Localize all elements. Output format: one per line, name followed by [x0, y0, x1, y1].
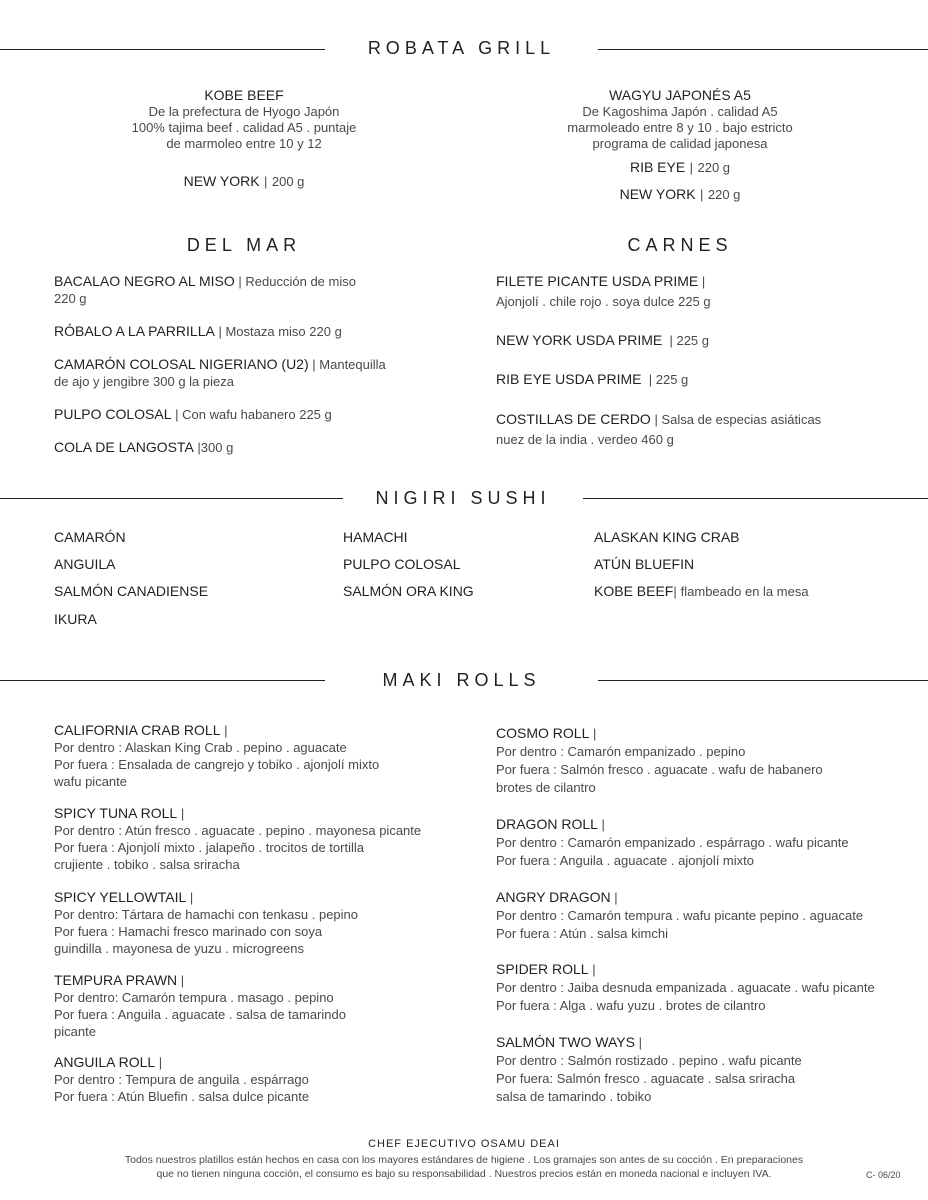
separator: | [592, 962, 596, 977]
maki-roll [496, 724, 896, 797]
dish-desc: 225 g [655, 372, 689, 387]
separator: | [224, 723, 228, 738]
roll-line: Por dentro: Camarón tempura . masago . pepino [54, 990, 334, 1005]
roll-name: CALIFORNIA CRAB ROLL [54, 722, 221, 738]
roll-line: Por fuera: Salmón fresco . aguacate . salsa sriracha [496, 1071, 796, 1086]
section-rule-left [0, 498, 343, 499]
roll-name: ANGRY DRAGON [496, 889, 611, 905]
roll-name: SPIDER ROLL [496, 961, 589, 977]
separator: | [673, 584, 677, 599]
wagyu-block [490, 87, 870, 152]
section-rule-left [0, 680, 325, 681]
nigiri-item: CAMARÓN [54, 529, 126, 545]
roll-line: Por fuera : Ensalada de cangrejo y tobiko . ajonjolí mixto [54, 757, 380, 772]
maki-roll [496, 1033, 896, 1106]
separator: | [648, 372, 653, 387]
nigiri-item: HAMACHI [343, 529, 408, 545]
separator: | [592, 726, 597, 741]
dish-name: CAMARÓN COLOSAL NIGERIANO (U2) [54, 356, 309, 372]
roll-line: Por dentro : Camarón empanizado . pepino [496, 744, 746, 759]
dish-name: COSTILLAS DE CERDO [496, 411, 651, 427]
separator: | [264, 174, 268, 189]
nigiri-name: KOBE BEEF [594, 583, 674, 599]
wagyu-desc-1: De Kagoshima Japón . calidad A5 [582, 104, 778, 119]
roll-line: Por fuera : Atún . salsa kimchi [496, 926, 668, 941]
roll-name: ANGUILA ROLL [54, 1054, 156, 1070]
wagyu-desc-2: marmoleado entre 8 y 10 . bajo estricto [567, 120, 793, 135]
roll-line: guindilla . mayonesa de yuzu . microgreens [54, 941, 305, 956]
roll-name: TEMPURA PRAWN [54, 972, 178, 988]
roll-line: Por fuera : Atún Bluefin . salsa dulce picante [54, 1089, 310, 1104]
separator: | [701, 274, 706, 289]
roll-line: wafu picante [54, 774, 127, 789]
delmar-item [54, 439, 434, 456]
separator: | [700, 187, 704, 202]
roll-line: Por dentro : Salmón rostizado . pepino . wafu picante [496, 1053, 802, 1068]
roll-line: Por dentro : Camarón tempura . wafu picante pepino . aguacate [496, 908, 864, 923]
kobe-beef-desc-1: De la prefectura de Hyogo Japón [148, 104, 340, 119]
roll-line: Por dentro: Tártara de hamachi con tenkasu . pepino [54, 907, 359, 922]
nigiri-item: PULPO COLOSAL [343, 556, 461, 572]
roll-line: Por dentro : Camarón empanizado . espárrago . wafu picante [496, 835, 849, 850]
roll-line: Por fuera : Salmón fresco . aguacate . wafu de habanero [496, 762, 823, 777]
kobe-cut-new-york [54, 173, 434, 191]
nigiri-item: ALASKAN KING CRAB [594, 529, 740, 545]
separator: | [614, 890, 618, 905]
roll-line: Por dentro : Tempura de anguila . espárrago [54, 1072, 309, 1087]
roll-name: SPICY TUNA ROLL [54, 805, 178, 821]
maki-roll [54, 972, 474, 1040]
wagyu-title: WAGYU JAPONÉS A5 [609, 87, 751, 103]
separator: | [197, 440, 201, 455]
maki-roll [496, 815, 896, 870]
separator: | [238, 274, 242, 289]
roll-line: crujiente . tobiko . salsa sriracha [54, 857, 240, 872]
dish-name: RÓBALO A LA PARRILLA [54, 323, 215, 339]
dish-name: NEW YORK USDA PRIME [496, 332, 663, 348]
dish-desc: Salsa de especias asiáticas [661, 412, 822, 427]
footer-line-1: Todos nuestros platillos están hechos en casa con los mayores estándares de higiene . Los gramajes son antes de su cocción . En preparaciones [124, 1154, 804, 1166]
section-heading-robata: ROBATA GRILL [367, 38, 556, 58]
carnes-item [496, 411, 896, 448]
chef-credit: CHEF EJECUTIVO OSAMU DEAI [368, 1138, 560, 1150]
dish-desc-line2: de ajo y jengibre 300 g la pieza [54, 374, 234, 389]
roll-line: Por fuera : Ajonjolí mixto . jalapeño . trocitos de tortilla [54, 840, 364, 855]
separator: | [189, 890, 194, 905]
roll-line: salsa de tamarindo . tobiko [496, 1089, 652, 1104]
cut-name: RIB EYE [629, 159, 686, 175]
section-rule-right [598, 680, 928, 681]
roll-name: DRAGON ROLL [496, 816, 598, 832]
delmar-item [54, 273, 434, 307]
dish-name: BACALAO NEGRO AL MISO [54, 273, 235, 289]
maki-roll [54, 889, 474, 957]
dish-name: RIB EYE USDA PRIME [496, 371, 642, 387]
separator: | [689, 160, 694, 175]
cut-name: NEW YORK [183, 173, 260, 189]
delmar-item [54, 406, 434, 423]
dish-desc-line2: Ajonjolí . chile rojo . soya dulce 225 g [496, 294, 711, 309]
nigiri-item: SALMÓN ORA KING [343, 583, 474, 599]
section-heading-nigiri: NIGIRI SUSHI [375, 488, 551, 508]
nigiri-item: ANGUILA [54, 556, 116, 572]
separator: | [638, 1035, 642, 1050]
nigiri-item-kobe [594, 583, 809, 599]
section-rule-right [583, 498, 928, 499]
menu-code: C- 06/20 [866, 1170, 901, 1180]
separator: | [669, 333, 673, 348]
separator: | [175, 407, 179, 422]
nigiri-item: ATÚN BLUEFIN [594, 556, 695, 572]
maki-roll [496, 888, 896, 943]
cut-weight: 220 g [707, 187, 741, 202]
maki-roll [496, 960, 896, 1015]
dish-name: PULPO COLOSAL [54, 406, 172, 422]
maki-roll [54, 722, 474, 790]
roll-line: Por dentro : Atún fresco . aguacate . pepino . mayonesa picante [54, 823, 422, 838]
dish-desc: 225 g [676, 333, 710, 348]
cut-weight: 220 g [697, 160, 731, 175]
cut-name: NEW YORK [619, 186, 696, 202]
dish-name: COLA DE LANGOSTA [54, 439, 194, 455]
carnes-item [496, 273, 896, 310]
nigiri-item: IKURA [54, 611, 97, 627]
separator: | [180, 806, 185, 821]
wagyu-desc-3: programa de calidad japonesa [592, 136, 768, 151]
dish-desc-line2: nuez de la india . verdeo 460 g [496, 432, 674, 447]
carnes-item [496, 332, 896, 349]
footer-line-2: que no tienen ninguna cocción, el consumo es bajo su responsabilidad . Nuestros precios están en moneda nacional e incluyen IVA. [156, 1168, 772, 1180]
separator: | [312, 357, 316, 372]
separator: | [180, 973, 185, 988]
kobe-beef-block [54, 87, 434, 152]
dish-desc: Mantequilla [319, 357, 386, 372]
roll-name: SALMÓN TWO WAYS [496, 1034, 635, 1050]
roll-line: Por fuera : Anguila . aguacate . salsa de tamarindo [54, 1007, 346, 1022]
roll-line: Por fuera : Anguila . aguacate . ajonjolí mixto [496, 853, 754, 868]
maki-roll [54, 805, 474, 873]
separator: | [654, 412, 658, 427]
separator: | [218, 324, 222, 339]
carnes-item [496, 371, 896, 388]
roll-line: Por dentro : Jaiba desnuda empanizada . aguacate . wafu picante [496, 980, 875, 995]
roll-line: picante [54, 1024, 96, 1039]
cut-weight: 200 g [271, 174, 305, 189]
section-heading-maki: MAKI ROLLS [382, 670, 541, 690]
roll-name: SPICY YELLOWTAIL [54, 889, 187, 905]
dish-name: FILETE PICANTE USDA PRIME [496, 273, 699, 289]
wagyu-cut-new-york [490, 186, 870, 204]
kobe-beef-desc-3: de marmoleo entre 10 y 12 [166, 136, 322, 151]
maki-roll [54, 1054, 474, 1105]
kobe-beef-desc-2: 100% tajima beef . calidad A5 . puntaje [131, 120, 357, 135]
section-heading-delmar: DEL MAR [186, 235, 302, 255]
section-rule-right [598, 49, 928, 50]
roll-line: Por fuera : Hamachi fresco marinado con soya [54, 924, 323, 939]
separator: | [601, 817, 605, 832]
delmar-item [54, 356, 434, 390]
roll-line: brotes de cilantro [496, 780, 596, 795]
dish-desc: 300 g [200, 440, 234, 455]
dish-desc: Reducción de miso [245, 274, 356, 289]
roll-line: Por dentro : Alaskan King Crab . pepino . aguacate [54, 740, 347, 755]
roll-name: COSMO ROLL [496, 725, 590, 741]
delmar-item [54, 323, 434, 340]
section-heading-carnes: CARNES [627, 235, 733, 255]
roll-line: Por fuera : Alga . wafu yuzu . brotes de cilantro [496, 998, 766, 1013]
section-rule-left [0, 49, 325, 50]
footer-disclaimer [0, 1153, 928, 1181]
dish-desc: Con wafu habanero 225 g [182, 407, 332, 422]
dish-desc: Mostaza miso 220 g [225, 324, 342, 339]
separator: | [158, 1055, 163, 1070]
wagyu-cut-rib-eye [490, 159, 870, 177]
dish-desc-line2: 220 g [54, 291, 87, 306]
nigiri-note: flambeado en la mesa [680, 584, 809, 599]
nigiri-item: SALMÓN CANADIENSE [54, 583, 209, 599]
kobe-beef-title: KOBE BEEF [204, 87, 284, 103]
